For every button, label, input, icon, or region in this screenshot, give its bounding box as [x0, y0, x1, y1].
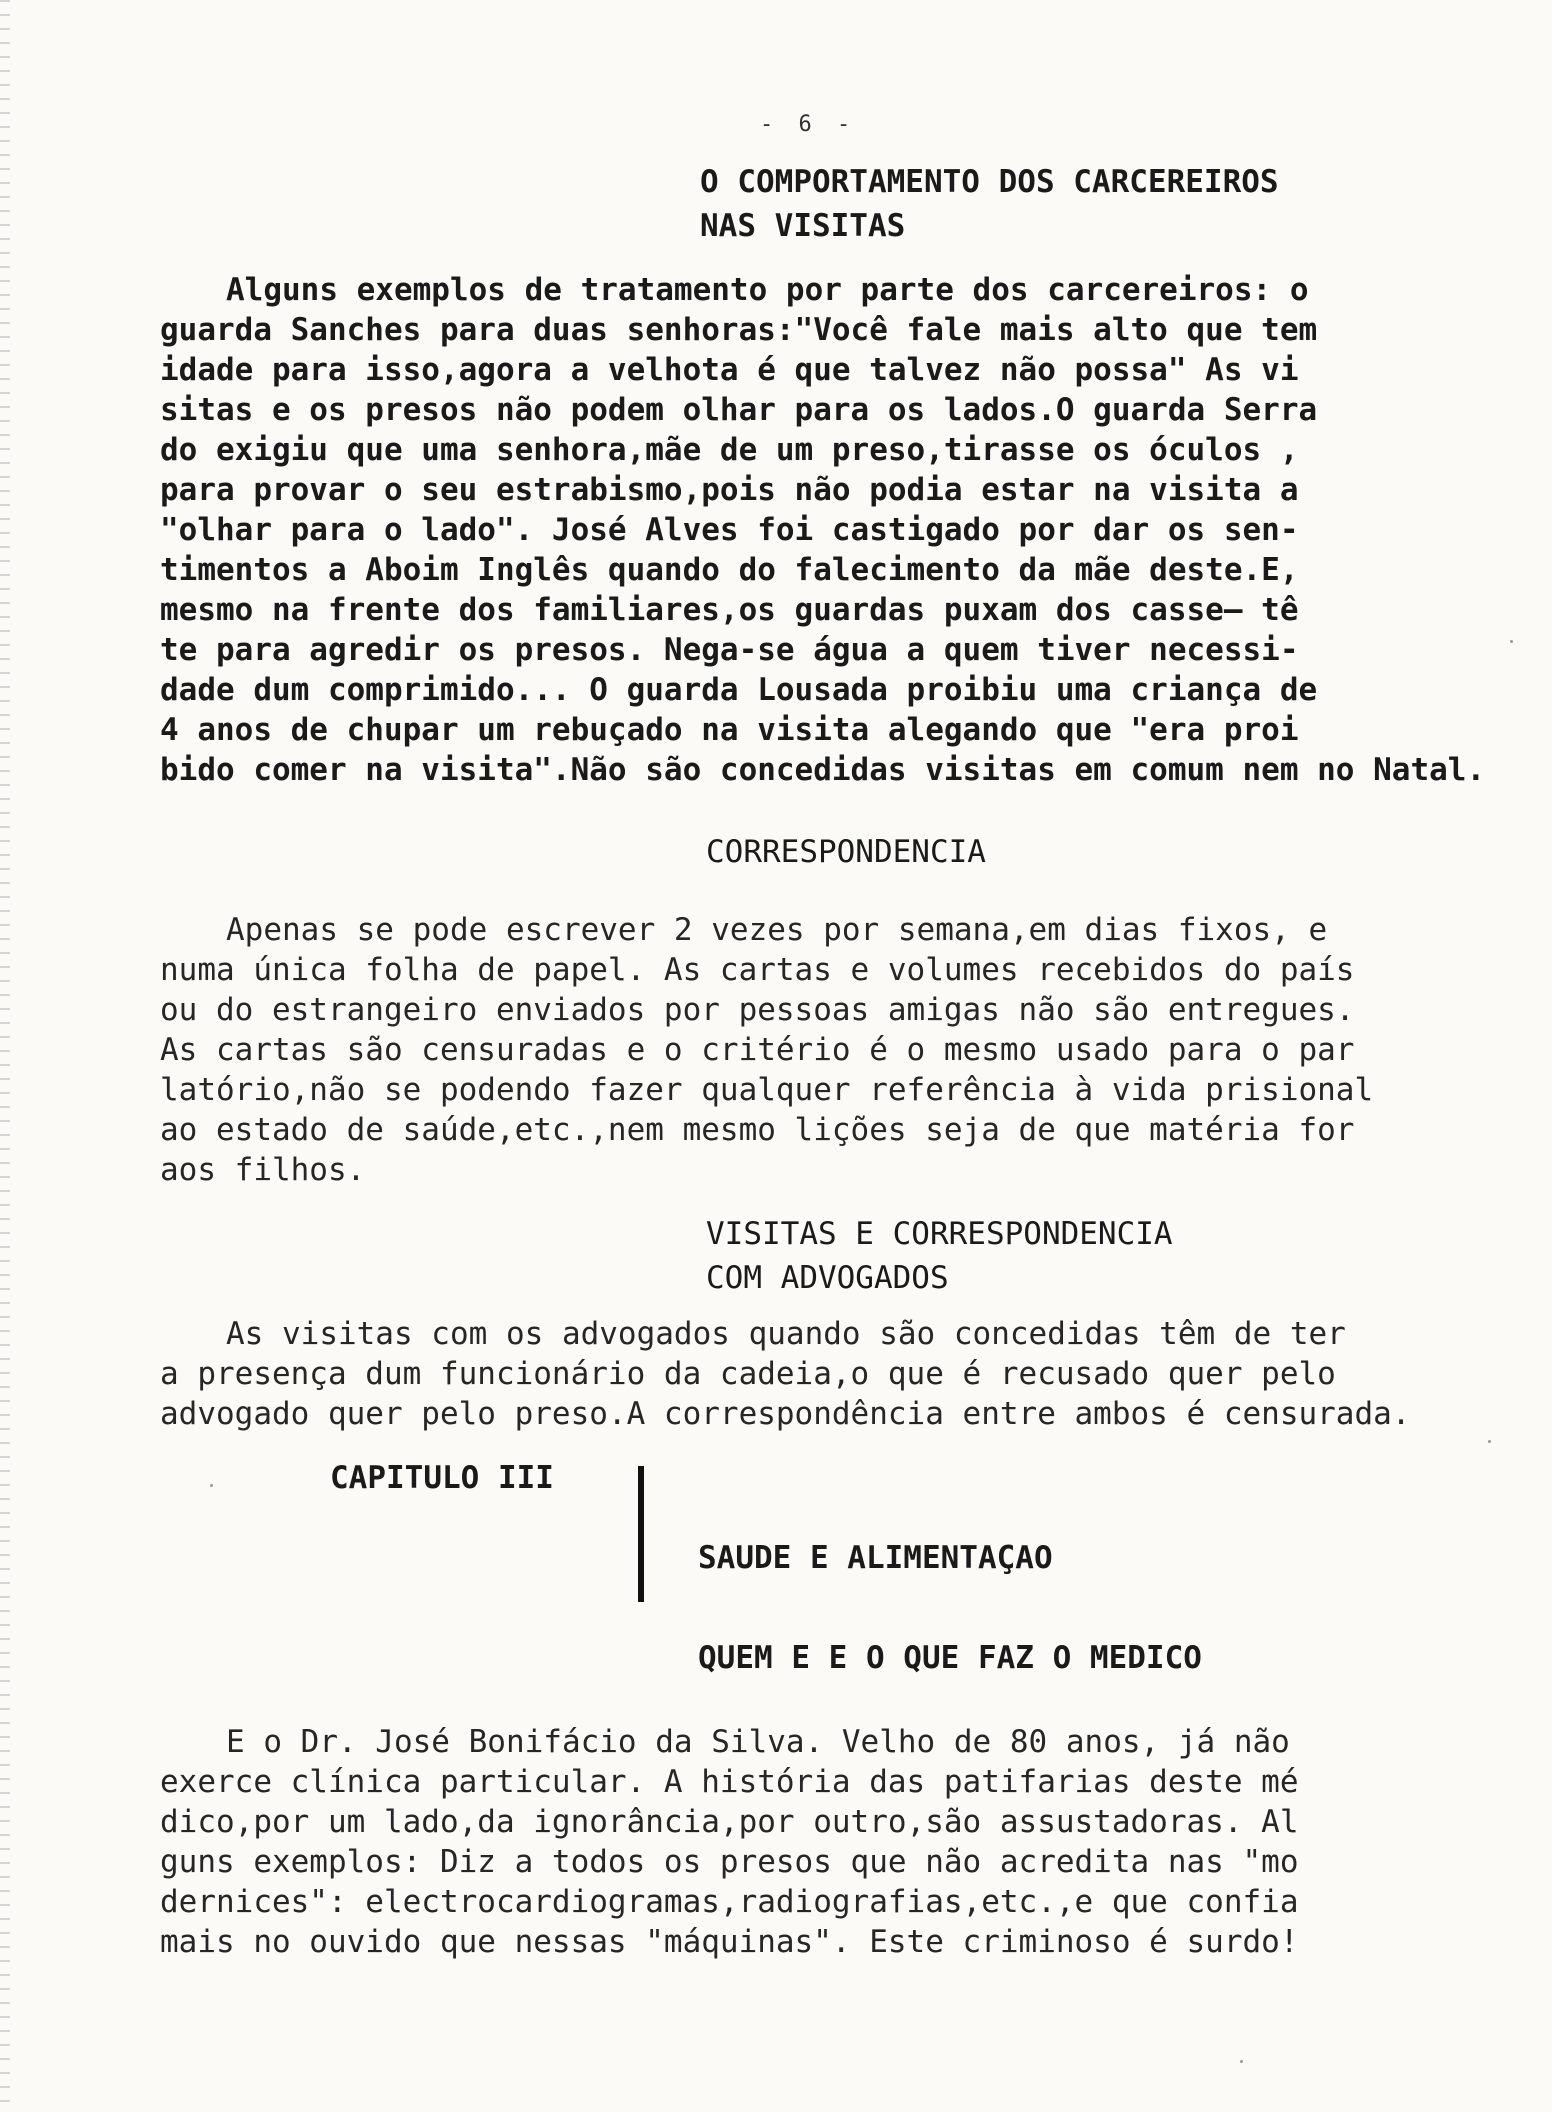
- text-line: Alguns exemplos de tratamento por parte dos carcereiros: o: [226, 272, 1309, 308]
- paragraph-medico: [160, 1722, 1500, 1962]
- text-line: te para agredir os presos. Nega-se água a quem tiver necessi-: [160, 632, 1299, 668]
- paragraph-correspondencia: [160, 910, 1500, 1190]
- chapter-title: [698, 1536, 1053, 1580]
- scan-speck: [1240, 2060, 1243, 2063]
- text-line: 4 anos de chupar um rebuçado na visita alegando que "era proi: [160, 712, 1299, 748]
- text-line: advogado quer pelo preso.A correspondência entre ambos é censurada.: [160, 1396, 1411, 1432]
- text-line: mais no ouvido que nessas "máquinas". Este criminoso é surdo!: [160, 1924, 1299, 1960]
- title-line: CORRESPONDENCIA: [706, 834, 986, 870]
- text-line: E o Dr. José Bonifácio da Silva. Velho de 80 anos, já não: [226, 1724, 1290, 1760]
- title-line: O COMPORTAMENTO DOS CARCEREIROS: [700, 164, 1279, 200]
- title-line: COM ADVOGADOS: [706, 1260, 949, 1296]
- scan-speck: [210, 1484, 213, 1487]
- title-line: NAS VISITAS: [700, 208, 906, 244]
- text-line: Apenas se pode escrever 2 vezes por semana,em dias fixos, e: [226, 912, 1328, 948]
- text-line: ou do estrangeiro enviados por pessoas amigas não são entregues.: [160, 992, 1355, 1028]
- text-line: As visitas com os advogados quando são concedidas têm de ter: [226, 1316, 1346, 1352]
- section-title-correspondencia: [706, 830, 986, 874]
- title-line: QUEM E E O QUE FAZ O MEDICO: [698, 1640, 1202, 1676]
- text-line: dico,por um lado,da ignorância,por outro,são assustadoras. Al: [160, 1804, 1299, 1840]
- text-line: numa única folha de papel. As cartas e volumes recebidos do país: [160, 952, 1355, 988]
- text-line: do exigiu que uma senhora,mãe de um preso,tirasse os óculos ,: [160, 432, 1299, 468]
- chapter-label: [330, 1456, 554, 1500]
- text-line: a presença dum funcionário da cadeia,o que é recusado quer pelo: [160, 1356, 1336, 1392]
- section-title-comportamento: [700, 160, 1279, 248]
- text-line: dernices": electrocardiogramas,radiografias,etc.,e que confia: [160, 1884, 1299, 1920]
- text-line: mesmo na frente dos familiares,os guardas puxam dos casse— tê: [160, 592, 1299, 628]
- text-line: guarda Sanches para duas senhoras:"Você fale mais alto que tem: [160, 312, 1318, 348]
- chapter-separator: [638, 1466, 644, 1602]
- text-line: bido comer na visita".Não são concedidas visitas em comum nem no Natal.: [160, 752, 1486, 788]
- paragraph-comportamento: [160, 270, 1500, 790]
- text-line: exerce clínica particular. A história das patifarias deste mé: [160, 1764, 1299, 1800]
- section-title-visitas-advogados: [706, 1212, 1173, 1300]
- text-line: As cartas são censuradas e o critério é o mesmo usado para o par: [160, 1032, 1355, 1068]
- text-line: aos filhos.: [160, 1152, 366, 1188]
- page-number: - 6 -: [760, 112, 857, 137]
- text-line: para provar o seu estrabismo,pois não podia estar na visita a: [160, 472, 1299, 508]
- scan-speck: [1488, 1440, 1491, 1443]
- text-line: ao estado de saúde,etc.,nem mesmo lições seja de que matéria for: [160, 1112, 1355, 1148]
- text-line: dade dum comprimido... O guarda Lousada proibiu uma criança de: [160, 672, 1318, 708]
- chapter-label-text: CAPITULO III: [330, 1460, 554, 1496]
- text-line: guns exemplos: Diz a todos os presos que não acredita nas "mo: [160, 1844, 1299, 1880]
- scan-speck: [1510, 640, 1513, 643]
- scan-edge: [0, 0, 10, 2112]
- text-line: latório,não se podendo fazer qualquer referência à vida prisional: [160, 1072, 1374, 1108]
- title-line: VISITAS E CORRESPONDENCIA: [706, 1216, 1173, 1252]
- text-line: "olhar para o lado". José Alves foi castigado por dar os sen-: [160, 512, 1299, 548]
- chapter-title-text: SAUDE E ALIMENTAÇAO: [698, 1540, 1053, 1576]
- text-line: sitas e os presos não podem olhar para os lados.O guarda Serra: [160, 392, 1318, 428]
- paragraph-advogados: [160, 1314, 1500, 1434]
- text-line: idade para isso,agora a velhota é que talvez não possa" As vi: [160, 352, 1299, 388]
- section-title-medico: [698, 1636, 1202, 1680]
- text-line: timentos a Aboim Inglês quando do falecimento da mãe deste.E,: [160, 552, 1299, 588]
